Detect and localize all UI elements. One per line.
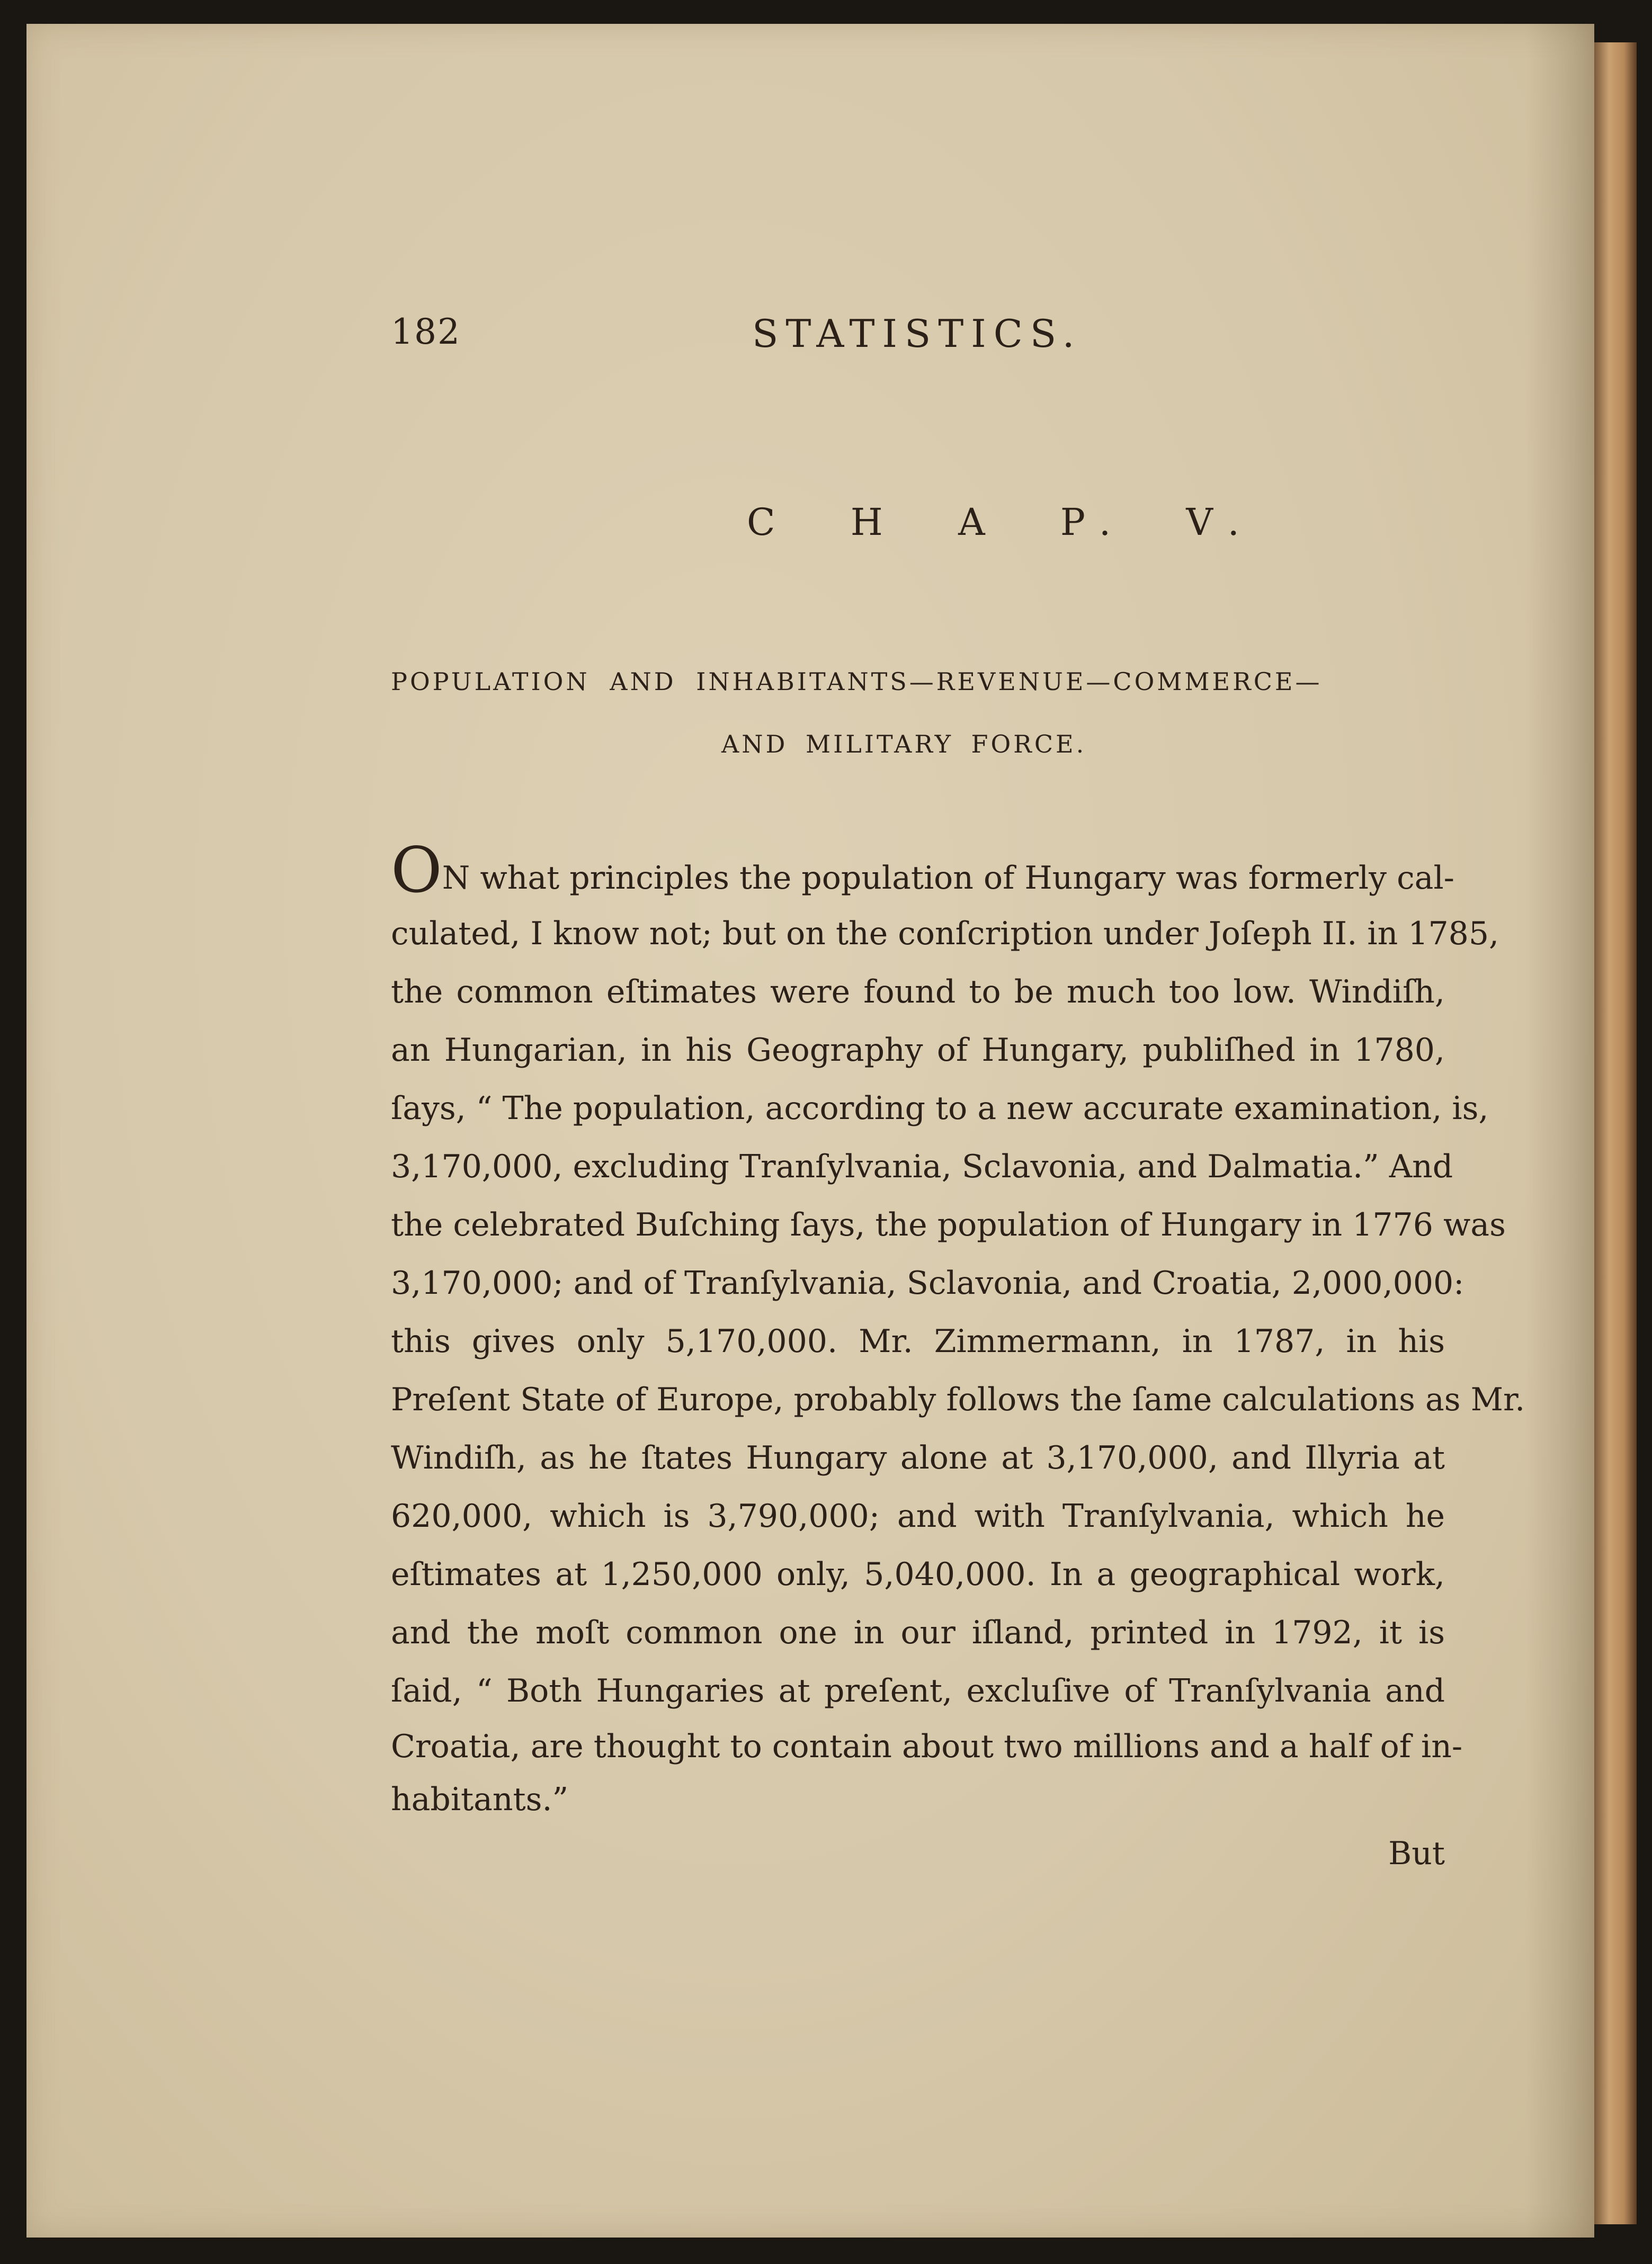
body-line-9: this gives only 5,170,000. Mr. Zimmermann, in 1787, in his xyxy=(391,1323,1445,1360)
chapter-title-line-1: POPULATION AND INHABITANTS—REVENUE—COMMERCE— xyxy=(391,667,1323,696)
body-line-8: 3,170,000; and of Tranſylvania, Sclavonia, and Croatia, 2,000,000: xyxy=(391,1265,1465,1302)
body-line-6: 3,170,000, excluding Tranſylvania, Sclavonia, and Dalmatia.” And xyxy=(391,1148,1453,1185)
body-line-16: Croatia, are thought to contain about two millions and a half of in- xyxy=(391,1728,1463,1765)
gutter-shadow xyxy=(1525,24,1594,2238)
page-number: 182 xyxy=(391,311,461,352)
body-line-5: ſays, “ The population, according to a new accurate examination, is, xyxy=(391,1090,1489,1127)
body-line-14: and the moſt common one in our iſland, printed in 1792, it is xyxy=(391,1614,1445,1651)
body-line-15: ſaid, “ Both Hungaries at preſent, excluſive of Tranſylvania and xyxy=(391,1672,1445,1710)
body-line-11: Windiſh, as he ſtates Hungary alone at 3,170,000, and Illyria at xyxy=(391,1439,1445,1476)
next-leaf-edge xyxy=(1594,42,1637,2224)
drop-cap: O xyxy=(391,834,442,907)
body-line-1-text: N what principles the population of Hungary was formerly cal- xyxy=(442,860,1454,897)
running-head: STATISTICS. xyxy=(752,311,1082,356)
body-line-1 xyxy=(391,834,1454,907)
chapter-title-line-2: AND MILITARY FORCE. xyxy=(721,730,1087,758)
body-line-3: the common eſtimates were found to be much too low. Windiſh, xyxy=(391,973,1445,1010)
body-line-4: an Hungarian, in his Geography of Hungary, publiſhed in 1780, xyxy=(391,1032,1445,1069)
catchword: But xyxy=(1388,1835,1445,1872)
body-line-12: 620,000, which is 3,790,000; and with Tranſylvania, which he xyxy=(391,1498,1445,1535)
body-line-13: eſtimates at 1,250,000 only, 5,040,000. In a geographical work, xyxy=(391,1556,1445,1593)
body-line-10: Preſent State of Europe, probably follows the ſame calculations as Mr. xyxy=(391,1381,1525,1418)
body-line-17: habitants.” xyxy=(391,1781,569,1818)
body-line-2: culated, I know not; but on the conſcription under Joſeph II. in 1785, xyxy=(391,915,1499,952)
body-line-7: the celebrated Buſching ſays, the population of Hungary in 1776 was xyxy=(391,1206,1506,1243)
chapter-heading: C H A P. V. xyxy=(747,500,1261,544)
